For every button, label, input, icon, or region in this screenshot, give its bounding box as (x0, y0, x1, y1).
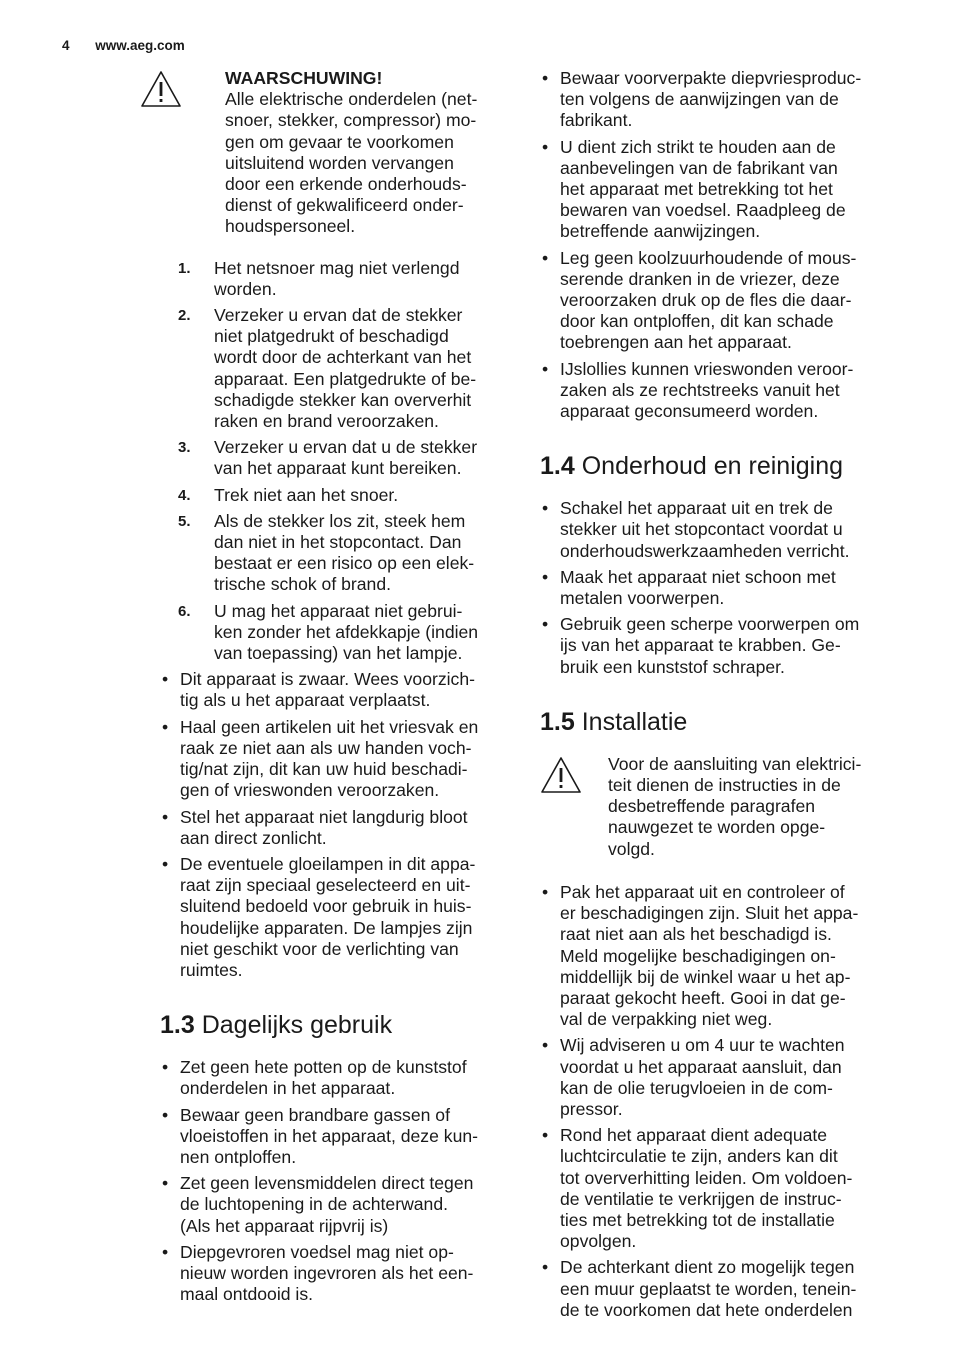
numbered-item: 5. Als de stekker los zit, steek hem dan niet in het stopcontact. Dan bestaat er een risico op een elek- trische schok of brand. (178, 510, 475, 595)
list-item: • Wij adviseren u om 4 uur te wachten voordat u het apparaat aansluit, dan kan de olie terugvloeien in de com- pressor. (542, 1035, 845, 1119)
list-item: • De eventuele gloeilampen in dit appa- raat zijn speciaal geselecteerd en uit- sluitend bedoeld voor gebruik in huis- houdelijke apparaten. De lampjes zijn niet geschikt voor de verlichting van ruimtes. (162, 853, 476, 980)
list-item: • Diepgevroren voedsel mag niet op- nieuw worden ingevroren als het een- maal ontdooid is. (162, 1241, 474, 1305)
left-column (140, 68, 516, 1310)
section-heading-1-4: 1.4 Onderhoud en reiniging (540, 452, 844, 481)
warning-block (140, 68, 516, 238)
numbered-item: 1. Het netsnoer mag niet verlengd worden. (178, 257, 460, 299)
list-item: • De achterkant dient zo mogelijk tegen een muur geplaatst te worden, tenein- de te voorkomen dat hete onderdelen (542, 1257, 857, 1320)
list-item: • Gebruik geen scherpe voorwerpen om ijs van het apparaat te krabben. Ge- bruik een kunststof schraper. (542, 614, 860, 677)
bullet-list (140, 1057, 516, 1305)
section-heading-1-5: 1.5 Installatie (540, 707, 688, 736)
bullet-list (540, 498, 900, 678)
numbered-item: 2. Verzeker u ervan dat de stekker niet platgedrukt of beschadigd wordt door de achterkant van het apparaat. Een platgedrukte of be- schadigde stekker kan oververhit raken en brand veroorzaken. (178, 305, 477, 432)
numbered-list (140, 258, 516, 665)
bullet-list (140, 669, 516, 981)
list-item: • Zet geen hete potten op de kunststof onderdelen in het apparaat. (162, 1057, 467, 1099)
section-heading-1-3: 1.3 Dagelijks gebruik (160, 1011, 393, 1040)
list-item: • IJslollies kunnen vrieswonden veroor- zaken als ze rechtstreeks vanuit het apparaat geconsumeerd worden. (542, 358, 854, 422)
list-item: • Dit apparaat is zwaar. Wees voorzich- tig als u het apparaat verplaatst. (162, 669, 475, 711)
list-item: • Stel het apparaat niet langdurig bloot aan direct zonlicht. (162, 806, 468, 848)
site-url: www.aeg.com (95, 38, 185, 53)
numbered-item: 4. Trek niet aan het snoer. (178, 484, 399, 505)
page-number: 4 (62, 38, 70, 53)
warning-block (540, 754, 900, 860)
warning-triangle-icon (140, 68, 225, 238)
list-item: • Haal geen artikelen uit het vriesvak en raak ze niet aan als uw handen voch- tig/nat zijn, dit kan uw huid beschadi- gen of vrieswonden veroorzaken. (162, 716, 479, 801)
warning-text: Alle elektrische onderdelen (net- snoer, stekker, compressor) mo- gen om gevaar te voorkomen uitsluitend worden vervangen door een erkende onderhouds- dienst of gekwalificeerd onder- houdspersoneel. (225, 89, 478, 237)
list-item: • U dient zich strikt te houden aan de aanbevelingen van de fabrikant van het apparaat met betrekking tot het bewaren van voedsel. Raadpleeg de betreffende aanwijzingen. (542, 136, 846, 242)
warning-text: Voor de aansluiting van elektrici- teit dienen de instructies in de desbetreffende paragrafen nauwgezet te worden opge- volgd. (608, 753, 862, 859)
list-item: • Bewaar geen brandbare gassen of vloeistoffen in het apparaat, deze kun- nen ontploffen. (162, 1104, 478, 1167)
right-column (540, 68, 900, 1326)
warning-triangle-icon (540, 754, 608, 860)
numbered-item: 6. U mag het apparaat niet gebrui- ken zonder het afdekkapje (indien van toepassing) van het lampje. (178, 600, 479, 664)
list-item: • Pak het apparaat uit en controleer of er beschadigingen zijn. Sluit het appa- raat niet aan als het beschadigd is. Meld mogelijke beschadigingen on- middellijk bij de winkel waar u het ap- paraat gekocht heeft. Gooi in dat ge- val de verpakking niet weg. (542, 881, 859, 1030)
list-item: • Zet geen levensmiddelen direct tegen de luchtopening in de achterwand. (Als het apparaat rijpvrij is) (162, 1173, 474, 1236)
bullet-list (540, 882, 900, 1321)
numbered-item: 3. Verzeker u ervan dat u de stekker van het apparaat kunt bereiken. (178, 437, 478, 479)
list-item: • Schakel het apparaat uit en trek de stekker uit het stopcontact voordat u onderhoudswerkzaamheden verricht. (542, 498, 850, 561)
list-item: • Leg geen koolzuurhoudende of mous- serende dranken in de vriezer, deze veroorzaken druk op de fles die daar- door kan ontploffen, dit kan schade toebrengen aan het apparaat. (542, 247, 857, 353)
list-item: • Maak het apparaat niet schoon met metalen voorwerpen. (542, 566, 836, 609)
bullet-list (540, 68, 900, 422)
list-item: • Rond het apparaat dient adequate luchtcirculatie te zijn, anders kan dit tot oververhitting leiden. Om voldoen- de ventilatie te verkrijgen de instruc- ties met betrekking tot de installatie opvolgen. (542, 1125, 853, 1252)
warning-title: WAARSCHUWING! (225, 68, 383, 88)
list-item: • Bewaar voorverpakte diepvriesproduc- ten volgens de aanwijzingen van de fabrikant. (542, 68, 862, 131)
page-header (62, 38, 185, 53)
